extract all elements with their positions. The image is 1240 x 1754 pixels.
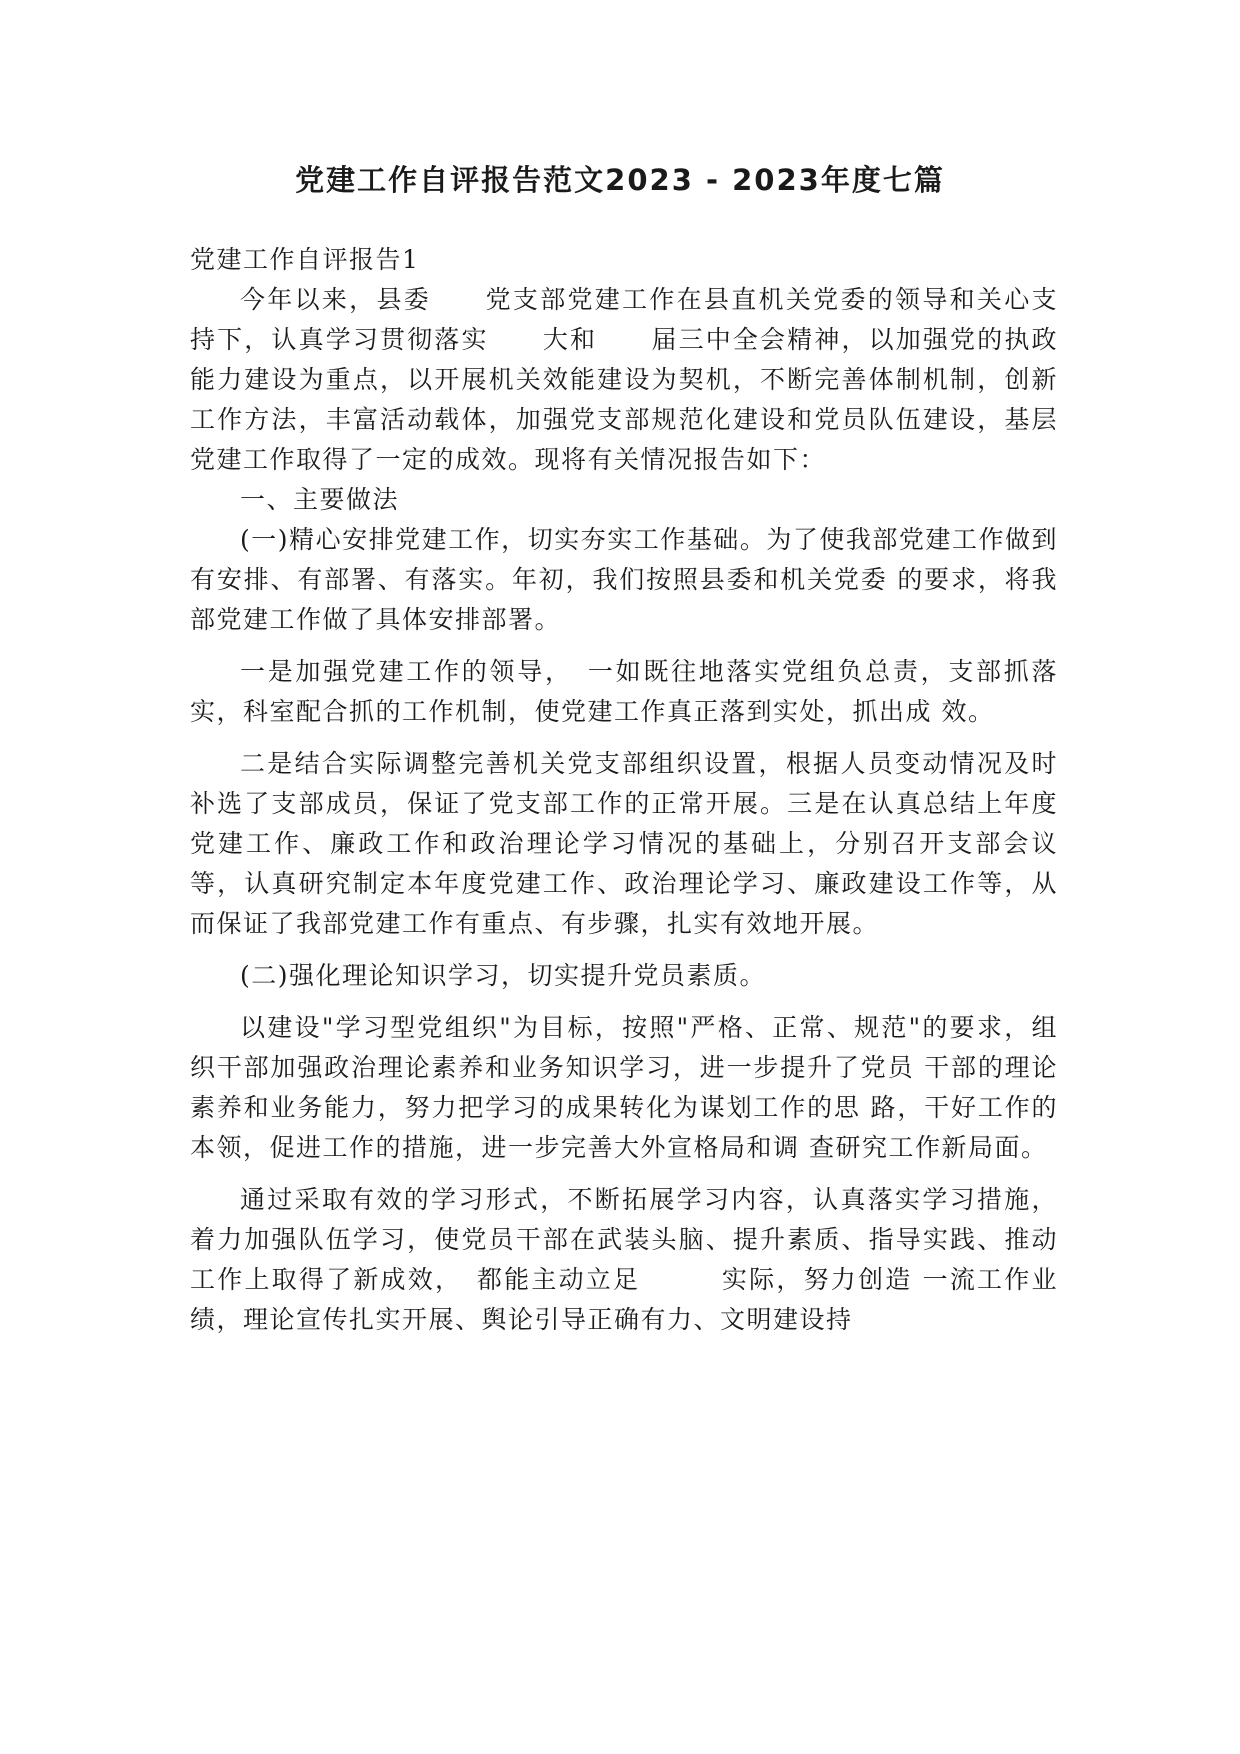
report-subtitle: 党建工作自评报告1 xyxy=(190,245,420,274)
body-paragraph: 以建设"学习型党组织"为目标，按照"严格、正常、规范"的要求，组织干部加强政治理论素养和业务知识学习，进一步提升了党员 干部的理论素养和业务能力，努力把学习的成果转化为谋划工作的思 路，干好工作的本领，促进工作的措施，进一步完善大外宣格局和调 查研究工作新局面。 xyxy=(190,1013,1058,1162)
document-body xyxy=(190,240,1058,1340)
body-paragraph: 通过采取有效的学习形式，不断拓展学习内容，认真落实学习措施，着力加强队伍学习，使党员干部在武装头脑、提升素质、指导实践、推动工作上取得了新成效， 都能主动立足 实际，努力创造 一流工作业绩，理论宣传扎实开展、舆论引导正确有力、文明建设持 xyxy=(190,1185,1058,1334)
body-paragraph: 一是加强党建工作的领导， 一如既往地落实党组负总责，支部抓落实，科室配合抓的工作机制，使党建工作真正落到实处，抓出成 效。 xyxy=(190,657,1058,726)
body-paragraph: 今年以来，县委 党支部党建工作在县直机关党委的领导和关心支持下，认真学习贯彻落实 大和 届三中全会精神，以加强党的执政能力建设为重点，以开展机关效能建设为契机，不断完善体制机制，创新工作方法，丰富活动载体，加强党支部规范化建设和党员队伍建设，基层党建工作取得了一定的成效。现将有关情况报告如下： xyxy=(190,285,1058,474)
body-paragraph: (一)精心安排党建工作，切实夯实工作基础。为了使我部党建工作做到有安排、有部署、有落实。年初，我们按照县委和机关党委 的要求，将我部党建工作做了具体安排部署。 xyxy=(190,525,1058,634)
document-title: 党建工作自评报告范文2023 - 2023年度七篇 xyxy=(295,163,945,197)
body-paragraph: 二是结合实际调整完善机关党支部组织设置，根据人员变动情况及时补选了支部成员，保证了党支部工作的正常开展。三是在认真总结上年度党建工作、廉政工作和政治理论学习情况的基础上，分别召开支部会议等，认真研究制定本年度党建工作、政治理论学习、廉政建设工作等，从而保证了我部党建工作有重点、有步骤，扎实有效地开展。 xyxy=(190,749,1058,938)
section-heading: 一、主要做法 xyxy=(240,485,400,514)
subsection-heading: (二)强化理论知识学习，切实提升党员素质。 xyxy=(240,961,767,990)
